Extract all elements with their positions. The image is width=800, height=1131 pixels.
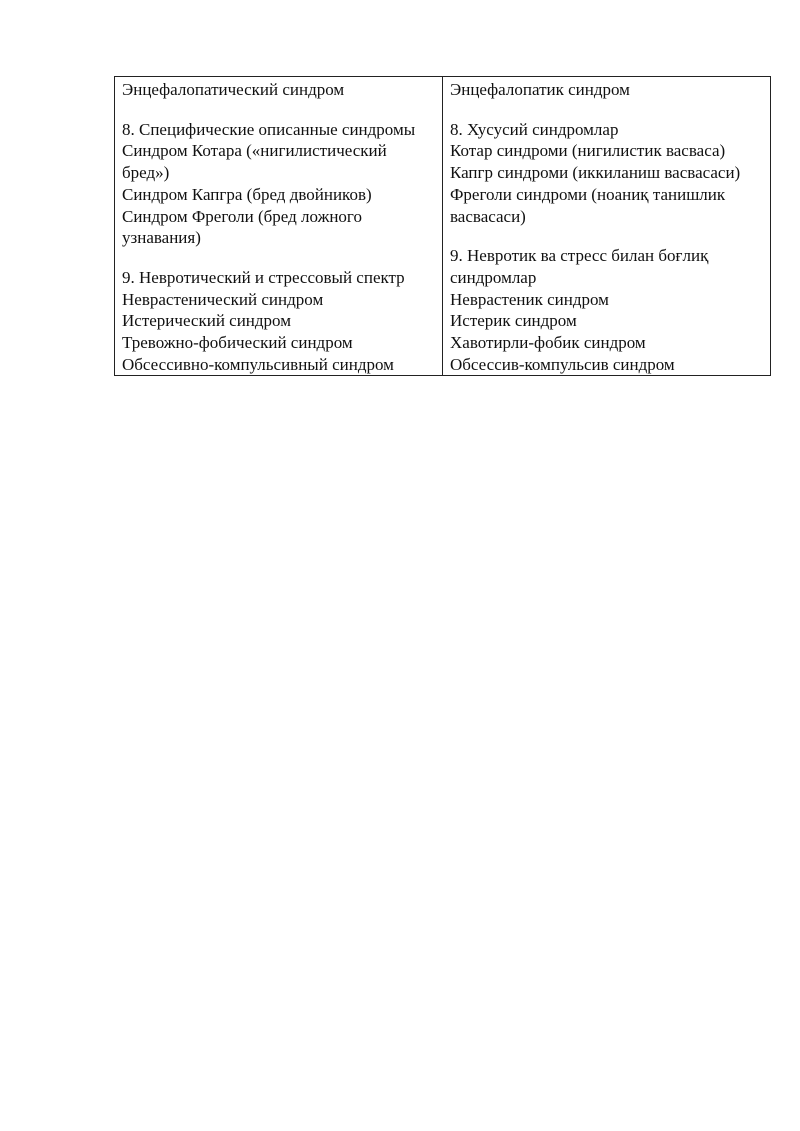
neurotic-spectrum-block-ru — [122, 267, 436, 376]
text-line: Неврастенический синдром — [122, 289, 324, 309]
syndrome-translation-table — [114, 76, 771, 376]
text-line: Синдром Котара («нигилистический бред») — [122, 141, 387, 183]
section-heading: 8. Хусусий синдромлар — [450, 119, 619, 139]
text-line: Обсессивно-компульсивный синдром — [122, 354, 394, 374]
section-heading: 8. Специфические описанные синдромы — [122, 119, 416, 139]
specific-syndromes-block-ru — [122, 119, 436, 249]
table-row — [115, 77, 771, 376]
encephalopathic-block-uz — [450, 79, 764, 101]
text-line: Истерик синдром — [450, 311, 577, 331]
text-line: Хавотирли-фобик синдром — [450, 333, 646, 353]
russian-column-cell — [115, 77, 443, 376]
neurotic-spectrum-block-uz — [450, 245, 764, 375]
text-line: Обсессив-компульсив синдром — [450, 354, 675, 374]
text-line: Тревожно-фобический синдром — [122, 333, 353, 353]
text-line: Фреголи синдроми (ноаниқ танишлик васвасаси) — [450, 184, 726, 226]
text-line: Энцефалопатик синдром — [450, 80, 630, 99]
text-line: Энцефалопатический синдром — [122, 80, 345, 99]
text-line: Котар синдроми (нигилистик васваса) — [450, 141, 726, 161]
text-line: Капгр синдроми (иккиланиш васвасаси) — [450, 163, 741, 183]
section-heading: 9. Невротик ва стресс билан боғлиқ синдромлар — [450, 246, 709, 287]
encephalopathic-block-ru — [122, 79, 436, 101]
section-heading: 9. Невротический и стрессовый спектр — [122, 267, 405, 287]
text-line: Истерический синдром — [122, 311, 291, 331]
uzbek-column-cell — [443, 77, 771, 376]
text-line: Синдром Капгра (бред двойников) — [122, 184, 372, 204]
text-line: Синдром Фреголи (бред ложного узнавания) — [122, 206, 362, 248]
specific-syndromes-block-uz — [450, 119, 764, 228]
text-line: Неврастеник синдром — [450, 289, 609, 309]
